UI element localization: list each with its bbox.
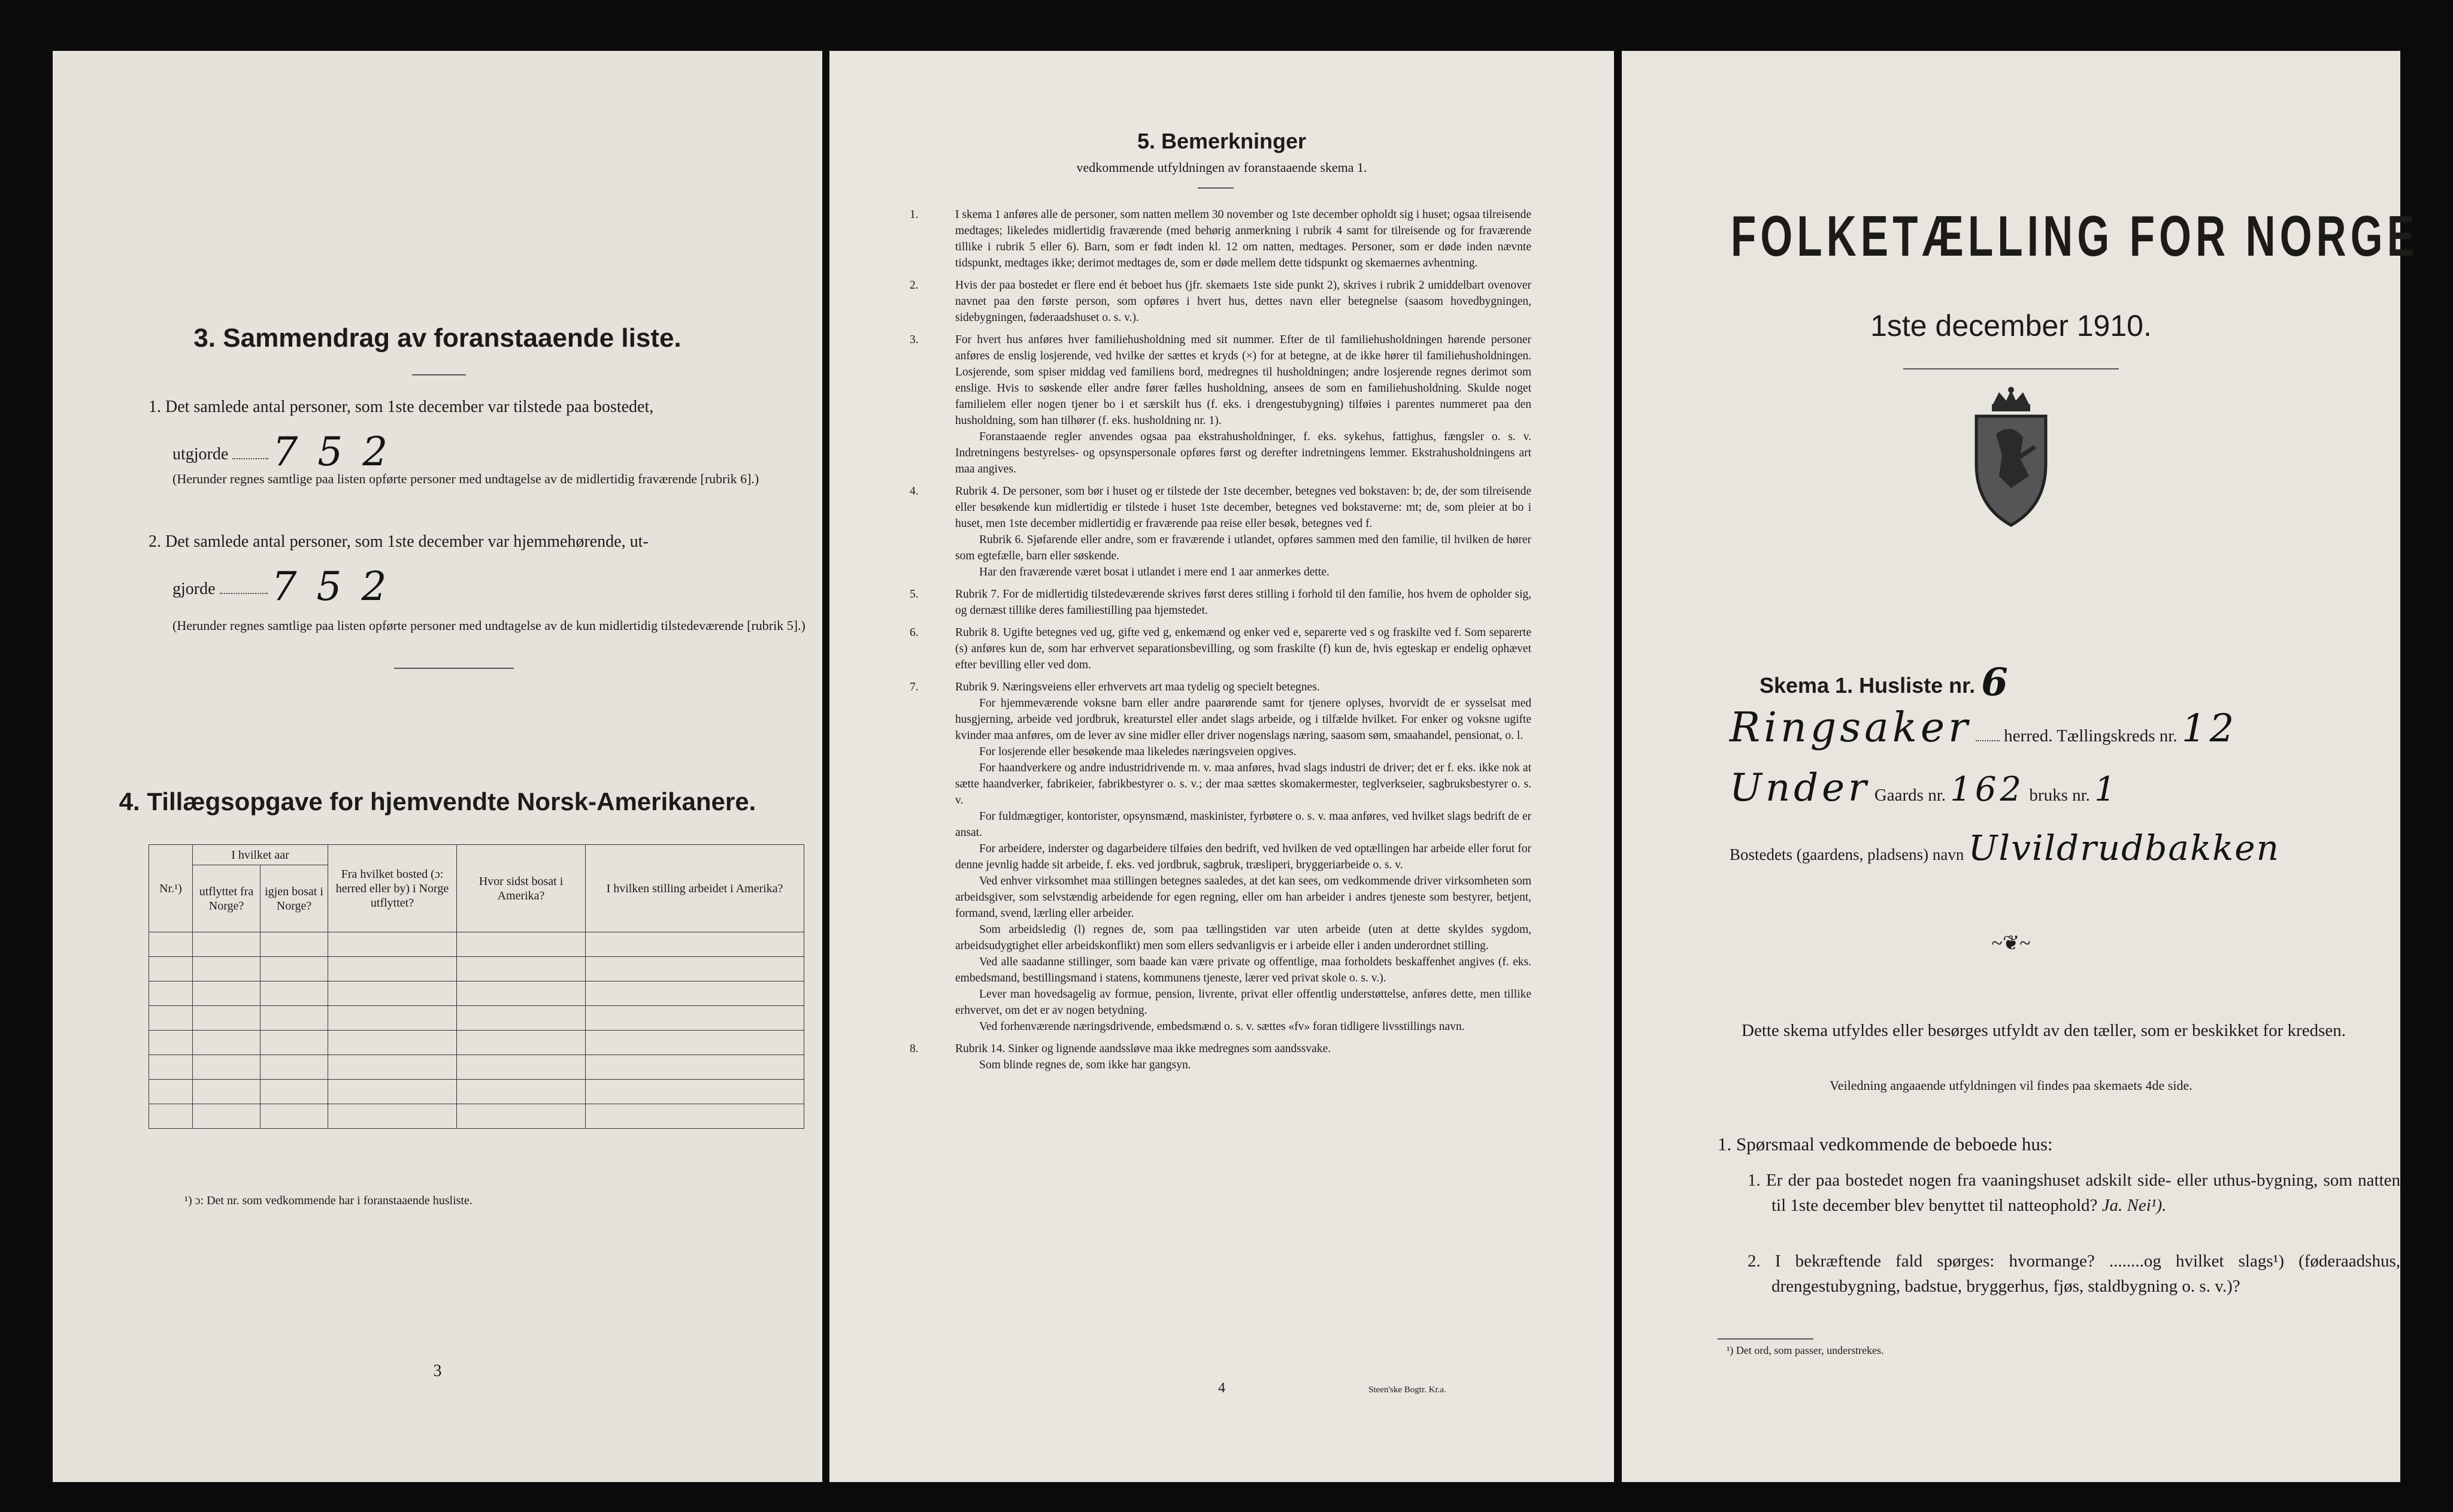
gaards-value: 162: [1950, 770, 2025, 809]
paragraph-text: For losjerende eller besøkende maa likeledes næringsveien opgives.: [979, 746, 1297, 758]
paragraph-text: For arbeidere, inderster og dagarbeidere tilføies den bedrift, ved hvilken de ved optællingen har arbeide eller forut for denne jevnlig hadde sit arbeide, f. eks. ved jordbruk, sagbruk, træsliperi, bryggeriarbeide o. s. v.: [955, 843, 1531, 871]
bosted-line: [1730, 828, 2376, 868]
summary-item-1-answer: [172, 429, 711, 475]
dotted-line: [1976, 740, 2000, 741]
table-cell[interactable]: [261, 957, 328, 981]
bemerkning-paragraph: [932, 873, 1531, 922]
bemerkning-paragraph: [932, 564, 1531, 580]
bemerkning-paragraph: [932, 744, 1531, 760]
table-cell[interactable]: [328, 1080, 457, 1104]
veiledning-text: Veiledning angaaende utfyldningen vil findes paa skemaets 4de side.: [1830, 1078, 2192, 1093]
bemerkning-paragraph: [910, 679, 1531, 695]
table-row: [149, 1006, 804, 1031]
table-cell[interactable]: [586, 1006, 804, 1031]
paragraph-text: Rubrik 14. Sinker og lignende aandssløve maa ikke medregnes som aandssvake.: [955, 1043, 1331, 1055]
summary-item-2: 2. Det samlede antal personer, som 1ste december var hjemmehørende, ut-: [149, 532, 649, 551]
paragraph-text: I skema 1 anføres alle de personer, som natten mellem 30 november og 1ste december opholdt sig i huset; ogsaa tilreisende medtages; likeledes midlertidig fraværende (med behørig anmerkning i rubrik 4 samt for tilreisende og for fraværende tillike i rubrik 5 eller 6). Barn, som er født inden kl. 12 om natten, medtages. Personer, som er døde inden nævnte tidspunkt, medtages ikke; derimot medtages de, som er døde mellem dette tidspunkt og skemaernes avhentning.: [955, 208, 1531, 269]
table-cell[interactable]: [328, 1031, 457, 1055]
bemerkning-paragraph: [932, 760, 1531, 808]
paragraph-text: Hvis der paa bostedet er flere end ét beboet hus (jfr. skemaets 1ste side punkt 2), skrives i rubrik 2 umiddelbart ovenover navnet paa den første person, som opføres i hvert hus, dettes navn eller betegnelse (saasom hovedbygningen, sidebygningen, føderaadshuset o. s. v.).: [955, 279, 1531, 324]
table-cell[interactable]: [261, 1055, 328, 1080]
table-cell[interactable]: [586, 957, 804, 981]
norwegian-coat-of-arms-icon: [1963, 386, 2059, 530]
bemerkning-paragraph: [932, 954, 1531, 986]
divider: [412, 374, 466, 375]
bemerkning-paragraph: [932, 922, 1531, 954]
herred-label: herred.: [2004, 726, 2053, 746]
col-igjen-bosat: igjen bosat i Norge?: [261, 865, 328, 932]
table-cell[interactable]: [457, 932, 586, 957]
summary-item-2-answer: [172, 563, 711, 610]
divider: [394, 668, 514, 669]
table-cell[interactable]: [586, 932, 804, 957]
divider: [1718, 1338, 1813, 1340]
item2-label: gjorde: [172, 580, 216, 598]
table-cell[interactable]: [193, 957, 261, 981]
table-cell[interactable]: [149, 1006, 193, 1031]
table-cell[interactable]: [261, 1006, 328, 1031]
table-cell[interactable]: [149, 1080, 193, 1104]
schema-label: [1760, 660, 2012, 705]
table-cell[interactable]: [149, 1031, 193, 1055]
under-value: Under: [1730, 766, 1870, 810]
section-4-title: 4. Tillægsopgave for hjemvendte Norsk-Amerikanere.: [119, 787, 756, 816]
table-row: [149, 981, 804, 1006]
paragraph-text: Som arbeidsledig (l) regnes de, som paa tællingstiden var uten arbeide (uten at dette skyldes sygdom, arbeidsudygtighet eller arbeidskonflikt) men som ellers sedvanligvis er i arbeide eller i anden underordnet stilling.: [955, 923, 1531, 952]
table-cell[interactable]: [328, 981, 457, 1006]
bemerkning-paragraph: [932, 429, 1531, 477]
table-row: [149, 1055, 804, 1080]
table-cell[interactable]: [586, 1104, 804, 1129]
paragraph-number: 3.: [910, 334, 919, 346]
table-cell[interactable]: [261, 1080, 328, 1104]
census-date: 1ste december 1910.: [1870, 309, 2152, 343]
item1-handwritten-value: 7 5 2: [272, 429, 392, 475]
table-cell[interactable]: [149, 1104, 193, 1129]
table-cell[interactable]: [193, 1080, 261, 1104]
norsk-amerikanere-table: [149, 844, 804, 1129]
paragraph-text: Ved alle saadanne stillinger, som baade kan være private og offentlige, maa forholdets beskaffenhet angives (f. eks. embedsmand, bestillingsmand i statens, kommunens tjeneste, lærer ved privat skole o. s. v.).: [955, 956, 1531, 984]
table-cell[interactable]: [457, 1080, 586, 1104]
bemerkning-paragraph: [910, 1041, 1531, 1057]
paragraph-text: For haandverkere og andre industridrivende m. v. maa anføres, hvad slags industri de driver; det er f. eks. ikke nok at sætte haandverker, fabrikeier, fabrikbestyrer o. s. v.; der maa sættes skomakermester, teglverkseier, sagbruksbestyrer o. s. v.: [955, 762, 1531, 807]
bemerkning-paragraph: [910, 586, 1531, 619]
table-cell[interactable]: [149, 1055, 193, 1080]
table-cell[interactable]: [586, 1055, 804, 1080]
paragraph-text: Rubrik 7. For de midlertidig tilstedeværende skrives først deres stilling i forhold til den familie, hos hvem de opholder sig, og dernæst tillike deres familiestilling paa hjemstedet.: [955, 588, 1531, 617]
table-cell[interactable]: [193, 1031, 261, 1055]
item1-label: utgjorde: [172, 445, 229, 463]
main-title: FOLKETÆLLING FOR NORGE: [1731, 204, 2419, 268]
summary-item-1-note: (Herunder regnes samtlige paa listen opførte personer med undtagelse av de midlertidig fraværende [rubrik 6].): [172, 471, 759, 486]
table-row: [149, 1104, 804, 1129]
bemerkning-paragraph: [932, 1057, 1531, 1073]
table-cell[interactable]: [457, 1104, 586, 1129]
main-title-wrap: [1622, 204, 2419, 269]
paragraph-text: Har den fraværende været bosat i utlandet i mere end 1 aar anmerkes dette.: [979, 566, 1330, 578]
paragraph-number: 4.: [910, 485, 919, 498]
bruks-value: 1: [2094, 770, 2119, 809]
paragraph-text: Rubrik 6. Sjøfarende eller andre, som er fraværende i utlandet, opføres sammen med den familie, til hvilken de hører som egtefælle, barn eller søskende.: [955, 534, 1531, 562]
table-cell[interactable]: [261, 981, 328, 1006]
bemerkning-paragraph: [932, 808, 1531, 841]
table-cell[interactable]: [261, 1031, 328, 1055]
paragraph-text: For fuldmægtiger, kontorister, opsynsmænd, maskinister, fyrbøtere o. s. v. maa anføres, ved hvilket slags bedrift de er ansat.: [955, 810, 1531, 839]
bemerkning-paragraph: [910, 207, 1531, 271]
table-cell[interactable]: [328, 932, 457, 957]
table-cell[interactable]: [149, 981, 193, 1006]
table-cell[interactable]: [328, 1104, 457, 1129]
bosted-label: Bostedets (gaardens, pladsens) navn: [1730, 846, 1964, 863]
col-nr: Nr.¹): [149, 845, 193, 932]
schema-label-text: Skema 1. Husliste nr.: [1760, 673, 1976, 698]
question-1-answer: Ja. Nei¹).: [2101, 1196, 2167, 1215]
bemerkning-paragraph: [932, 695, 1531, 744]
table-cell[interactable]: [261, 932, 328, 957]
husliste-nr-value: 6: [1981, 660, 2012, 705]
table-cell[interactable]: [193, 1006, 261, 1031]
table-cell[interactable]: [193, 1104, 261, 1129]
page-4: [829, 51, 1614, 1482]
divider: [1198, 187, 1234, 189]
col-fra-bosted: Fra hvilket bosted (ɔ: herred eller by) i Norge utflyttet?: [328, 845, 457, 932]
paragraph-number: 7.: [910, 681, 919, 693]
gaards-label: Gaards nr.: [1874, 786, 1946, 805]
gaards-line: [1730, 766, 2364, 810]
paragraph-text: Foranstaaende regler anvendes ogsaa paa ekstrahusholdninger, f. eks. sykehus, fattighus, fængsler o. s. v. Indretningens bestyrelses- og opsynspersonale opføres først og derefter indretningens lemmer. Ekstrahusholdningens art maa angives.: [955, 431, 1531, 475]
paragraph-number: 8.: [910, 1043, 919, 1055]
table-cell[interactable]: [457, 981, 586, 1006]
table-cell[interactable]: [149, 932, 193, 957]
col-stilling: I hvilken stilling arbeidet i Amerika?: [586, 845, 804, 932]
summary-item-2-note: (Herunder regnes samtlige paa listen opførte personer med undtagelse av de kun midlertidig tilstedeværende [rubrik 5].): [172, 618, 805, 633]
divider: [1903, 368, 2119, 369]
bemerkninger-title: 5. Bemerkninger: [1137, 129, 1307, 153]
table-row: [149, 957, 804, 981]
bemerkninger-subtitle: vedkommende utfyldningen av foranstaaende skema 1.: [1076, 160, 1367, 175]
table-cell[interactable]: [457, 1031, 586, 1055]
paragraph-number: 1.: [910, 208, 919, 221]
table-cell[interactable]: [586, 1080, 804, 1104]
questions-heading: 1. Spørsmaal vedkommende de beboede hus:: [1718, 1134, 2053, 1155]
table-footnote: ¹) ɔ: Det nr. som vedkommende har i foranstaaende husliste.: [184, 1194, 473, 1207]
table-row: [149, 1031, 804, 1055]
cover-footnote: ¹) Det ord, som passer, understrekes.: [1727, 1344, 1884, 1356]
paragraph-text: Rubrik 9. Næringsveiens eller erhvervets art maa tydelig og specielt betegnes.: [955, 681, 1320, 693]
page-number: 4: [1218, 1380, 1225, 1396]
bemerkning-paragraph: [910, 483, 1531, 532]
bemerkning-paragraph: [910, 625, 1531, 673]
table-cell[interactable]: [586, 1031, 804, 1055]
table-cell[interactable]: [149, 957, 193, 981]
herred-value: Ringsaker: [1730, 704, 1972, 752]
paragraph-text: Lever man hovedsagelig av formue, pension, livrente, privat eller offentlig understøttelse, anføres dette, men tillike erhvervet, om det er av nogen betydning.: [955, 988, 1531, 1017]
printer-mark: Steen'ske Bogtr. Kr.a.: [1368, 1385, 1446, 1395]
bemerkning-paragraph: [910, 277, 1531, 326]
summary-item-1: 1. Det samlede antal personer, som 1ste december var tilstede paa bostedet,: [149, 398, 654, 416]
bemerkning-paragraph: [932, 532, 1531, 564]
bemerkning-paragraph: [932, 1019, 1531, 1035]
paragraph-text: For hvert hus anføres hver familiehusholdning med sit nummer. Efter de til familiehusholdningen hørende personer anføres de enslig losjerende, ved hvilke der sættes et kryds (×) for at betegne, at de ikke hører til familiehusholdningen. Losjerende, som spiser middag ved familiens bord, medregnes til husholdningen; andre losjerende regnes derimot som enslige. Hvis to søskende eller andre fører fælles husholdning, ansees de som en familiehusholdning. Skulde noget familielem eller nogen tjener bo i et særskilt hus (f. eks. i drengestubygning) tilføies i parentes nummeret paa den husholdning, som han tilhører (f. eks. husholdning nr. 1).: [955, 334, 1531, 427]
dotted-line: [220, 593, 268, 594]
col-group-year: I hvilket aar: [193, 845, 328, 865]
table-cell[interactable]: [193, 981, 261, 1006]
question-1-text: 1. Er der paa bostedet nogen fra vaaningshuset adskilt side- eller uthus-bygning, som natten til 1ste december blev benyttet til natteophold?: [1748, 1171, 2400, 1215]
paragraph-text: Ved forhenværende næringsdrivende, embedsmænd o. s. v. sættes «fv» foran tidligere livsstillings navn.: [979, 1020, 1465, 1033]
bruks-label: bruks nr.: [2029, 786, 2090, 805]
bosted-value: Ulvildrudbakken: [1968, 828, 2280, 868]
item2-handwritten-value: 7 5 2: [271, 563, 390, 610]
page-1-cover: [1622, 51, 2419, 1482]
herred-line: [1730, 704, 2364, 752]
table-cell[interactable]: [328, 1055, 457, 1080]
bemerkning-paragraph: [932, 986, 1531, 1019]
question-2: 2. I bekræftende fald spørges: hvormange? ........og hvilket slags¹) (føderaadshus, drengestubygning, badstue, bryggerhus, fjøs, staldbygning o. s. v.)?: [1748, 1252, 2400, 1296]
paragraph-text: Rubrik 8. Ugifte betegnes ved ug, gifte ved g, enkemænd og enker ved e, separerte ved s og fraskilte ved f. Som separerte (s) anføres kun de, som har erhvervet separationsbevilling, og som fraskilte (f) kun de, hvis egteskap er endelig ophævet efter bevilling eller ved dom.: [955, 626, 1531, 671]
question-1: [1748, 1168, 2400, 1218]
table-row: [149, 932, 804, 957]
table-cell[interactable]: [457, 1006, 586, 1031]
page-3: [53, 51, 822, 1482]
paragraph-text: Ved enhver virksomhet maa stillingen betegnes saaledes, at det kan sees, om vedkommende driver virksomheten som arbeidsgiver, som selvstændig arbeidende for egen regning, eller om han arbeider i andres tjeneste som bestyrer, betjent, formand, svend, lærling eller arbeider.: [955, 875, 1531, 920]
table-cell[interactable]: [193, 932, 261, 957]
ornament-icon: ~❦~: [1991, 932, 2031, 955]
bemerkning-paragraph: [910, 332, 1531, 429]
paragraph-text: Rubrik 4. De personer, som bør i huset og er tilstede der 1ste december, betegnes ved bokstaven: b; de, der som tilreisende eller besøkende kun midlertidig er tilstede i huset 1ste december, betegnes ved bokstaverne: mt; de, som pleier at bo i huset, men 1ste december midlertidig er fraværende paa reise eller besøk, betegnes ved f.: [955, 485, 1531, 530]
table-cell[interactable]: [328, 957, 457, 981]
kreds-value: 12: [2181, 707, 2238, 751]
table-row: [149, 1080, 804, 1104]
kreds-label: Tællingskreds nr.: [2057, 726, 2178, 746]
dotted-line: [232, 458, 268, 459]
paragraph-text: For hjemmeværende voksne barn eller andre paarørende samt for tjenere oplyses, hvorvidt de er sysselsat med husgjerning, arbeide ved jordbruk, kreaturstel eller andet slags arbeide, og i tilfælde hvilket. For enker og voksne ugifte kvinder maa anføres, om de lever av sine midler eller driver nogenslags næring, saasom søm, smaahandel, pensionat, o. l.: [955, 697, 1531, 742]
col-utflyttet: utflyttet fra Norge?: [193, 865, 261, 932]
section-3-title: 3. Sammendrag av foranstaaende liste.: [193, 323, 682, 353]
paragraph-number: 6.: [910, 626, 919, 639]
paragraph-number: 5.: [910, 588, 919, 601]
table-cell[interactable]: [457, 957, 586, 981]
col-sidst-bosat: Hvor sidst bosat i Amerika?: [457, 845, 586, 932]
table-cell[interactable]: [328, 1006, 457, 1031]
table-cell[interactable]: [193, 1055, 261, 1080]
paragraph-number: 2.: [910, 279, 919, 292]
bemerkninger-list: [910, 201, 1531, 1073]
bemerkning-paragraph: [932, 841, 1531, 873]
table-cell[interactable]: [457, 1055, 586, 1080]
paragraph-text: Som blinde regnes de, som ikke har gangsyn.: [979, 1059, 1191, 1071]
page-number: 3: [433, 1362, 442, 1380]
table-cell[interactable]: [261, 1104, 328, 1129]
table-cell[interactable]: [586, 981, 804, 1006]
intro-text: Dette skema utfyldes eller besørges utfyldt av den tæller, som er beskikket for kredsen.: [1742, 1021, 2346, 1040]
